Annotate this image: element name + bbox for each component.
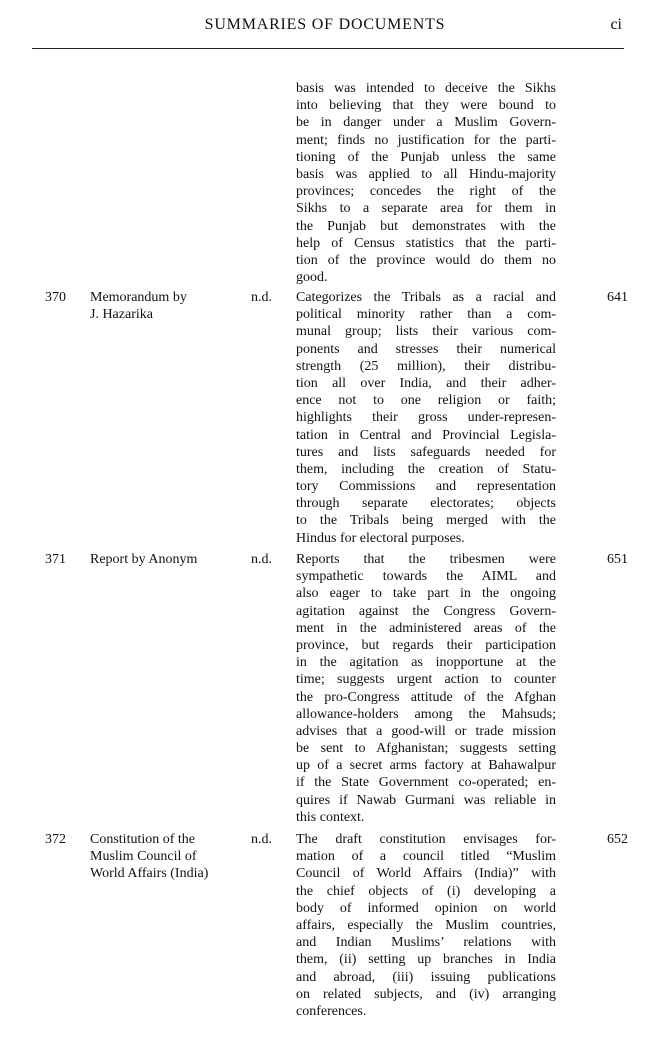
summary-line: tion all over India, and their adher- [296, 375, 556, 391]
summary-line: sympathetic towards the AIML and [296, 569, 556, 585]
summary-line: affairs, especially the Muslim countries, [296, 917, 556, 933]
title-line: J. Hazarika [90, 307, 153, 323]
entry-number: 371 [45, 552, 66, 567]
summary-line: good. [296, 270, 328, 286]
summary-line: tures and lists safeguards needed for [296, 444, 556, 460]
summary-line: tioning of the Punjab unless the same [296, 149, 556, 165]
entry-date: n.d. [251, 552, 272, 567]
summary-line: body of informed opinion on world [296, 900, 556, 916]
summary-line: advises that a good-will or trade mission [296, 723, 556, 739]
summary-line: ment; finds no justification for the parti- [296, 132, 556, 148]
summary-line: and abroad, (iii) issuing publications [296, 969, 556, 985]
title-line: Report by Anonym [90, 552, 198, 567]
title-line: Muslim Council of [90, 849, 197, 865]
entry-number: 370 [45, 290, 66, 305]
summary-line: political minority rather than a com- [296, 307, 556, 323]
summary-line: be in danger under a Muslim Govern- [296, 115, 556, 131]
entry-page: 652 [607, 832, 628, 847]
summary-line: agitation against the Congress Govern- [296, 603, 556, 619]
summary-line: tion of the province would do them no [296, 252, 556, 268]
page-number: ci [610, 16, 622, 33]
summary-line: quires if Nawab Gurmani was reliable in [296, 792, 556, 808]
summary-line: on related subjects, and (iv) arranging [296, 986, 556, 1002]
summary-line: in the agitation as inopportune at the [296, 655, 556, 671]
summary-line: up of a secret arms factory at Bahawalpur [296, 758, 556, 774]
summary-line: them, (ii) setting up branches in India [296, 952, 556, 968]
summary-line: highlights their gross under-represen- [296, 410, 556, 426]
entry-page: 651 [607, 552, 628, 567]
summary-line: Council of World Affairs (India)” with [296, 866, 556, 882]
summary-line: mation of a council titled “Muslim [296, 849, 556, 865]
entry-summary [296, 551, 556, 826]
summary-line: province, but regards their participation [296, 637, 556, 653]
summary-line: basis was applied to all Hindu-majority [296, 166, 556, 182]
summary-line: time; suggests urgent action to counter [296, 672, 556, 688]
summary-line: the chief objects of (i) developing a [296, 883, 556, 899]
summary-line: the Punjab but demonstrates with the [296, 218, 556, 234]
entry-date: n.d. [251, 832, 272, 847]
summary-line: Hindus for electoral purposes. [296, 530, 465, 546]
summary-line: be sent to Afghanistan; suggests setting [296, 741, 556, 757]
title-line: World Affairs (India) [90, 866, 209, 882]
entry-number: 372 [45, 832, 66, 847]
summary-line: tation in Central and Provincial Legisla- [296, 427, 556, 443]
title-line: Memorandum by [90, 290, 187, 305]
summary-line: into believing that they were bound to [296, 98, 556, 114]
summary-line: them, including the creation of Statu- [296, 461, 556, 477]
summary-line: provinces; concedes the right of the [296, 184, 556, 200]
entry-summary [296, 80, 556, 286]
summary-line: conferences. [296, 1003, 367, 1019]
summary-line: and Indian Muslims’ relations with [296, 935, 556, 951]
summary-line: through separate electorates; objects [296, 496, 556, 512]
entry-title [90, 289, 240, 323]
summary-line: ponents and stresses their numerical [296, 341, 556, 357]
running-header [0, 16, 650, 40]
summary-line: allowance-holders among the Mahsuds; [296, 706, 556, 722]
summary-line: tory Commissions and representation [296, 479, 556, 495]
summary-line: ment in the administered areas of the [296, 620, 556, 636]
summary-line: this context. [296, 809, 365, 825]
entry-summary [296, 831, 556, 1020]
running-head-title: SUMMARIES OF DOCUMENTS [204, 16, 446, 33]
summary-line: the pro-Congress attitude of the Afghan [296, 689, 556, 705]
entry-page: 641 [607, 290, 628, 305]
entry-title [90, 831, 240, 883]
summary-line: also eager to take part in the ongoing [296, 586, 556, 602]
header-rule [32, 48, 624, 49]
summary-line: ence not to one religion or faith; [296, 393, 556, 409]
summary-line: help of Census statistics that the parti- [296, 235, 556, 251]
title-line: Constitution of the [90, 832, 195, 847]
summary-line: The draft constitution envisages for- [296, 832, 556, 847]
summary-line: basis was intended to deceive the Sikhs [296, 81, 556, 96]
summary-line: Sikhs to a separate area for them in [296, 201, 556, 217]
summary-line: Reports that the tribesmen were [296, 552, 556, 567]
summary-line: munal group; lists their various com- [296, 324, 556, 340]
summary-line: to the Tribals being merged with the [296, 513, 556, 529]
entry-summary [296, 289, 556, 547]
entry-title [90, 551, 240, 568]
summary-line: strength (25 million), their distribu- [296, 358, 556, 374]
summary-line: Categorizes the Tribals as a racial and [296, 290, 556, 305]
entry-date: n.d. [251, 290, 272, 305]
summary-line: if the State Government co-operated; en- [296, 775, 556, 791]
